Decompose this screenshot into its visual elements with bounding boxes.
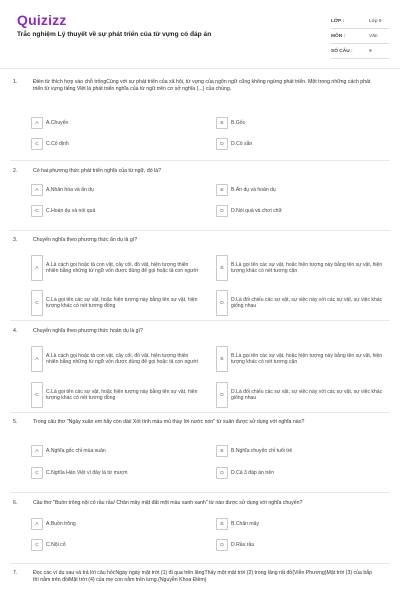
meta-label: SỐ CÂU :: [331, 48, 353, 54]
question-text: Trong câu thơ "Ngày xuân em hãy còn dài/ Xót tình máu mủ thay lời nước non" từ xuân được sử dụng với nghĩa nào?: [33, 419, 305, 425]
question-number: 5.: [13, 419, 18, 425]
option-d[interactable]: [216, 205, 386, 217]
option-letter-box: D: [216, 467, 228, 479]
meta-row-count: [331, 44, 389, 59]
option-text: B.Chân mây: [231, 520, 260, 527]
option-text: D.Cả 3 đáp án trên: [231, 469, 275, 476]
option-a[interactable]: [31, 117, 201, 129]
divider: [10, 230, 390, 231]
option-text: B.Ẩn dụ và hoán dụ: [231, 186, 276, 193]
option-a[interactable]: [31, 518, 201, 530]
meta-row-subject: [331, 29, 389, 44]
option-text: B.Là gọi tên các sự vật, hoặc hiện tượng này bằng tên sự vật, hiện tượng khác có nét tương cận: [231, 352, 383, 365]
option-d[interactable]: [216, 467, 386, 479]
option-text: B.Nghĩa chuyển chỉ tuổi trẻ: [231, 447, 293, 454]
question-number: 3.: [13, 237, 18, 243]
option-letter-box: C: [31, 205, 43, 217]
option-a[interactable]: [31, 184, 201, 196]
question-7: [10, 570, 390, 600]
option-a[interactable]: [31, 346, 201, 372]
question-text: Đọc các ví dụ sau và trả lời câu hỏi:Ngày ngày mặt trời (1) đi qua trên lăngThấy một mặt trời (2) trong lăng rất đỏ(Viễn Phương)Mặt trời (3) của bắp thì nằm trên đồiMặt trời (4) của mẹ con nằm trên lưng.(Nguyễn Khoa Điềm): [33, 570, 372, 583]
worksheet-header: [0, 0, 400, 69]
option-letter-box: D: [216, 290, 228, 316]
option-letter-box: D: [216, 539, 228, 551]
question-number: 1.: [13, 79, 18, 85]
option-text: D.Là đối chiếu các sự vật, sự việc này với các sự vật, sự việc khác giống nhau: [231, 296, 383, 309]
question-number: 4.: [13, 328, 18, 334]
option-b[interactable]: [216, 346, 386, 372]
option-b[interactable]: [216, 117, 386, 129]
option-d[interactable]: [216, 290, 386, 316]
question-6: [10, 500, 390, 560]
option-letter-box: B: [216, 445, 228, 457]
option-letter-box: C: [31, 539, 43, 551]
option-c[interactable]: [31, 205, 201, 217]
option-text: D.Là đối chiếu các sự vật, sự việc này với các sự vật, sự việc khác giống nhau: [231, 388, 383, 401]
option-text: C.Hoán dụ và nói quá: [46, 207, 96, 214]
option-text: D.Rầu rầu: [231, 541, 255, 548]
option-a[interactable]: [31, 445, 201, 457]
option-text: C.Là gọi tên các sự vật, hoặc hiện tượng này bằng tên sự vật, hiện tượng khác có nét tương đồng: [46, 388, 198, 401]
option-text: B.Là gọi tên các sự vật, hoặc hiện tượng này bằng tên sự vật, hiện tượng khác có nét tương cận: [231, 261, 383, 274]
divider: [10, 160, 390, 161]
option-c[interactable]: [31, 467, 201, 479]
question-text: Có hai phương thức phát triển nghĩa của từ ngữ, đó là?: [33, 168, 162, 174]
option-text: A.Là cách gọi hoặc tả con vật, cây cối, đồ vật, hiện tượng thiên nhiên bằng những từ ngữ vốn được dùng để gọi hoặc tả con người: [46, 352, 199, 365]
question-2: [10, 168, 390, 228]
divider: [10, 492, 390, 493]
meta-label: MÔN :: [331, 33, 346, 39]
option-letter-box: A: [31, 255, 43, 281]
option-a[interactable]: [31, 255, 201, 281]
option-letter-box: D: [216, 205, 228, 217]
option-letter-box: D: [216, 382, 228, 408]
meta-row-class: [331, 14, 389, 29]
option-letter-box: B: [216, 255, 228, 281]
option-letter-box: A: [31, 445, 43, 457]
divider: [10, 412, 390, 413]
option-b[interactable]: [216, 445, 386, 457]
option-letter-box: A: [31, 117, 43, 129]
meta-value: 9: [369, 48, 372, 54]
quizizz-logo: Quizizz: [17, 12, 67, 28]
option-letter-box: B: [216, 117, 228, 129]
question-text: Câu thơ "Buồn trông nội cỏ rầu rầu/ Chân mây mặt đất một màu xanh xanh" từ nào được sử dụng với nghĩa chuyển?: [33, 500, 303, 506]
question-text: Chuyển nghĩa theo phương thức hoán dụ là gì?: [33, 328, 143, 334]
divider: [10, 320, 390, 321]
question-4: [10, 328, 390, 410]
divider: [10, 563, 390, 564]
option-b[interactable]: [216, 255, 386, 281]
question-3: [10, 237, 390, 319]
option-letter-box: B: [216, 346, 228, 372]
question-1: [10, 79, 390, 161]
option-text: A.Nghĩa gốc chỉ mùa xuân: [46, 447, 106, 454]
option-c[interactable]: [31, 382, 201, 408]
option-text: A.Buồn trông: [46, 520, 76, 527]
option-c[interactable]: [31, 138, 201, 150]
worksheet-meta: [331, 14, 389, 59]
option-text: C.Nội cỏ: [46, 541, 66, 548]
option-letter-box: B: [216, 518, 228, 530]
option-letter-box: A: [31, 184, 43, 196]
question-number: 6.: [13, 500, 18, 506]
option-d[interactable]: [216, 138, 386, 150]
option-c[interactable]: [31, 290, 201, 316]
meta-value: Văn: [369, 33, 378, 39]
option-text: A.Chuyển: [46, 119, 69, 126]
option-text: A.Là cách gọi hoặc tả con vật, cây cối, đồ vật, hiện tượng thiên nhiên bằng những từ ngữ vốn được dùng để gọi hoặc tả con người: [46, 261, 199, 274]
option-letter-box: C: [31, 467, 43, 479]
option-text: C.Cố định: [46, 140, 69, 147]
question-5: [10, 419, 390, 489]
page-title: Trắc nghiệm Lý thuyết về sự phát triển của từ vựng có đáp án: [17, 31, 212, 38]
option-text: A.Nhân hóa và ẩn dụ: [46, 186, 94, 193]
option-letter-box: A: [31, 346, 43, 372]
option-b[interactable]: [216, 518, 386, 530]
option-letter-box: C: [31, 290, 43, 316]
option-text: C.Nghĩa Hán Việt vì đây là từ mượn: [46, 469, 128, 476]
option-b[interactable]: [216, 184, 386, 196]
option-letter-box: A: [31, 518, 43, 530]
option-d[interactable]: [216, 382, 386, 408]
option-text: C.Là gọi tên các sự vật, hoặc hiện tượng này bằng tên sự vật, hiện tượng khác có nét tương đồng: [46, 296, 198, 309]
question-text: Chuyển nghĩa theo phương thức ẩn dụ là gì?: [33, 237, 138, 243]
option-letter-box: C: [31, 138, 43, 150]
option-letter-box: B: [216, 184, 228, 196]
question-text: Điền từ thích hợp vào chỗ trốngCùng với sự phát triển của xã hội, từ vựng của ngôn ngữ cũng không ngừng phát triển. Một trong những cách phát triển từ vựng tiếng Việt là phát triển nghĩa của từ ngữ trên cơ sở nghĩa (...) của chúng.: [33, 79, 371, 92]
question-number: 7.: [13, 570, 18, 576]
option-text: D.Nói quá và chơi chữ: [231, 207, 282, 214]
meta-value: Lớp 9: [369, 18, 382, 24]
option-text: B.Gốc: [231, 119, 246, 126]
option-c[interactable]: [31, 539, 201, 551]
option-d[interactable]: [216, 539, 386, 551]
option-letter-box: C: [31, 382, 43, 408]
option-letter-box: D: [216, 138, 228, 150]
question-number: 2.: [13, 168, 18, 174]
meta-label: LỚP :: [331, 18, 345, 24]
option-text: D.Có sẵn: [231, 140, 253, 147]
